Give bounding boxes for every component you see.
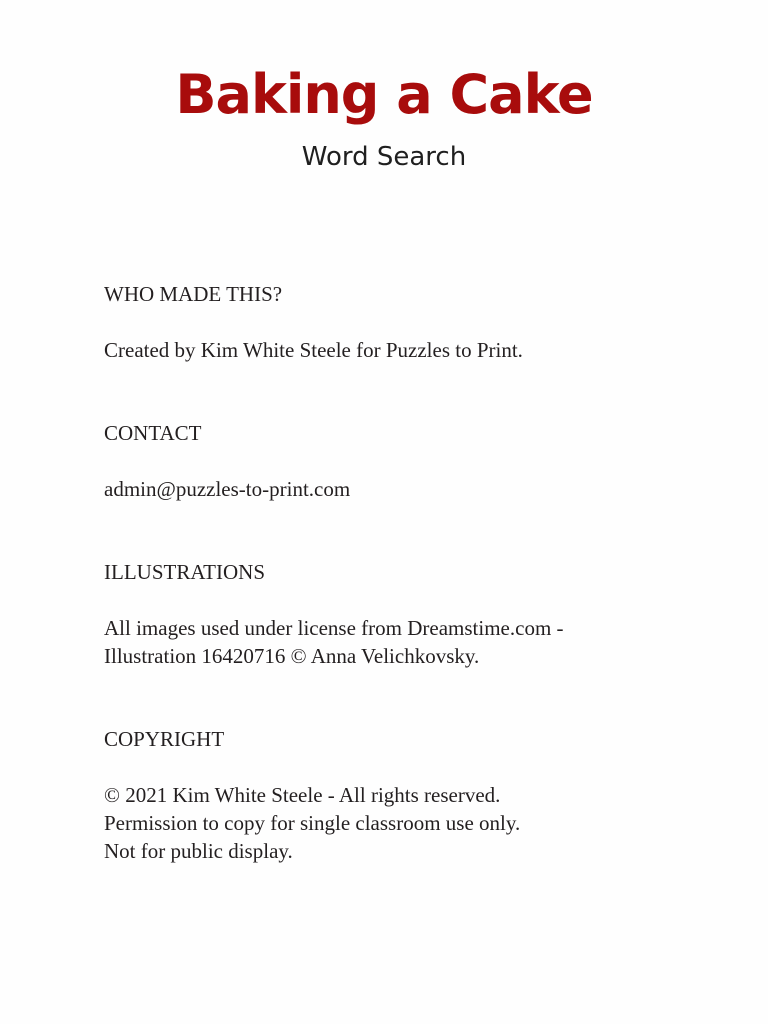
section-heading: CONTACT: [104, 421, 202, 445]
section-line: Created by Kim White Steele for Puzzles to Print.: [104, 338, 523, 362]
section-contact: [104, 419, 704, 503]
section-line: All images used under license from Dreamstime.com -: [104, 616, 564, 640]
credits-content: [104, 280, 704, 865]
page-title: Baking a Cake: [175, 63, 593, 126]
section-line: Permission to copy for single classroom use only.: [104, 811, 521, 835]
section-who-made-this: [104, 280, 704, 364]
section-copyright: [104, 725, 704, 865]
section-heading: WHO MADE THIS?: [104, 282, 283, 306]
section-line: Illustration 16420716 © Anna Velichkovsky.: [104, 644, 480, 668]
section-heading: ILLUSTRATIONS: [104, 560, 265, 584]
section-line: © 2021 Kim White Steele - All rights reserved.: [104, 783, 501, 807]
section-illustrations: [104, 558, 704, 670]
section-line: Not for public display.: [104, 839, 293, 863]
section-heading: COPYRIGHT: [104, 727, 225, 751]
page-subtitle: Word Search: [301, 142, 467, 172]
contact-email: admin@puzzles-to-print.com: [104, 477, 351, 501]
